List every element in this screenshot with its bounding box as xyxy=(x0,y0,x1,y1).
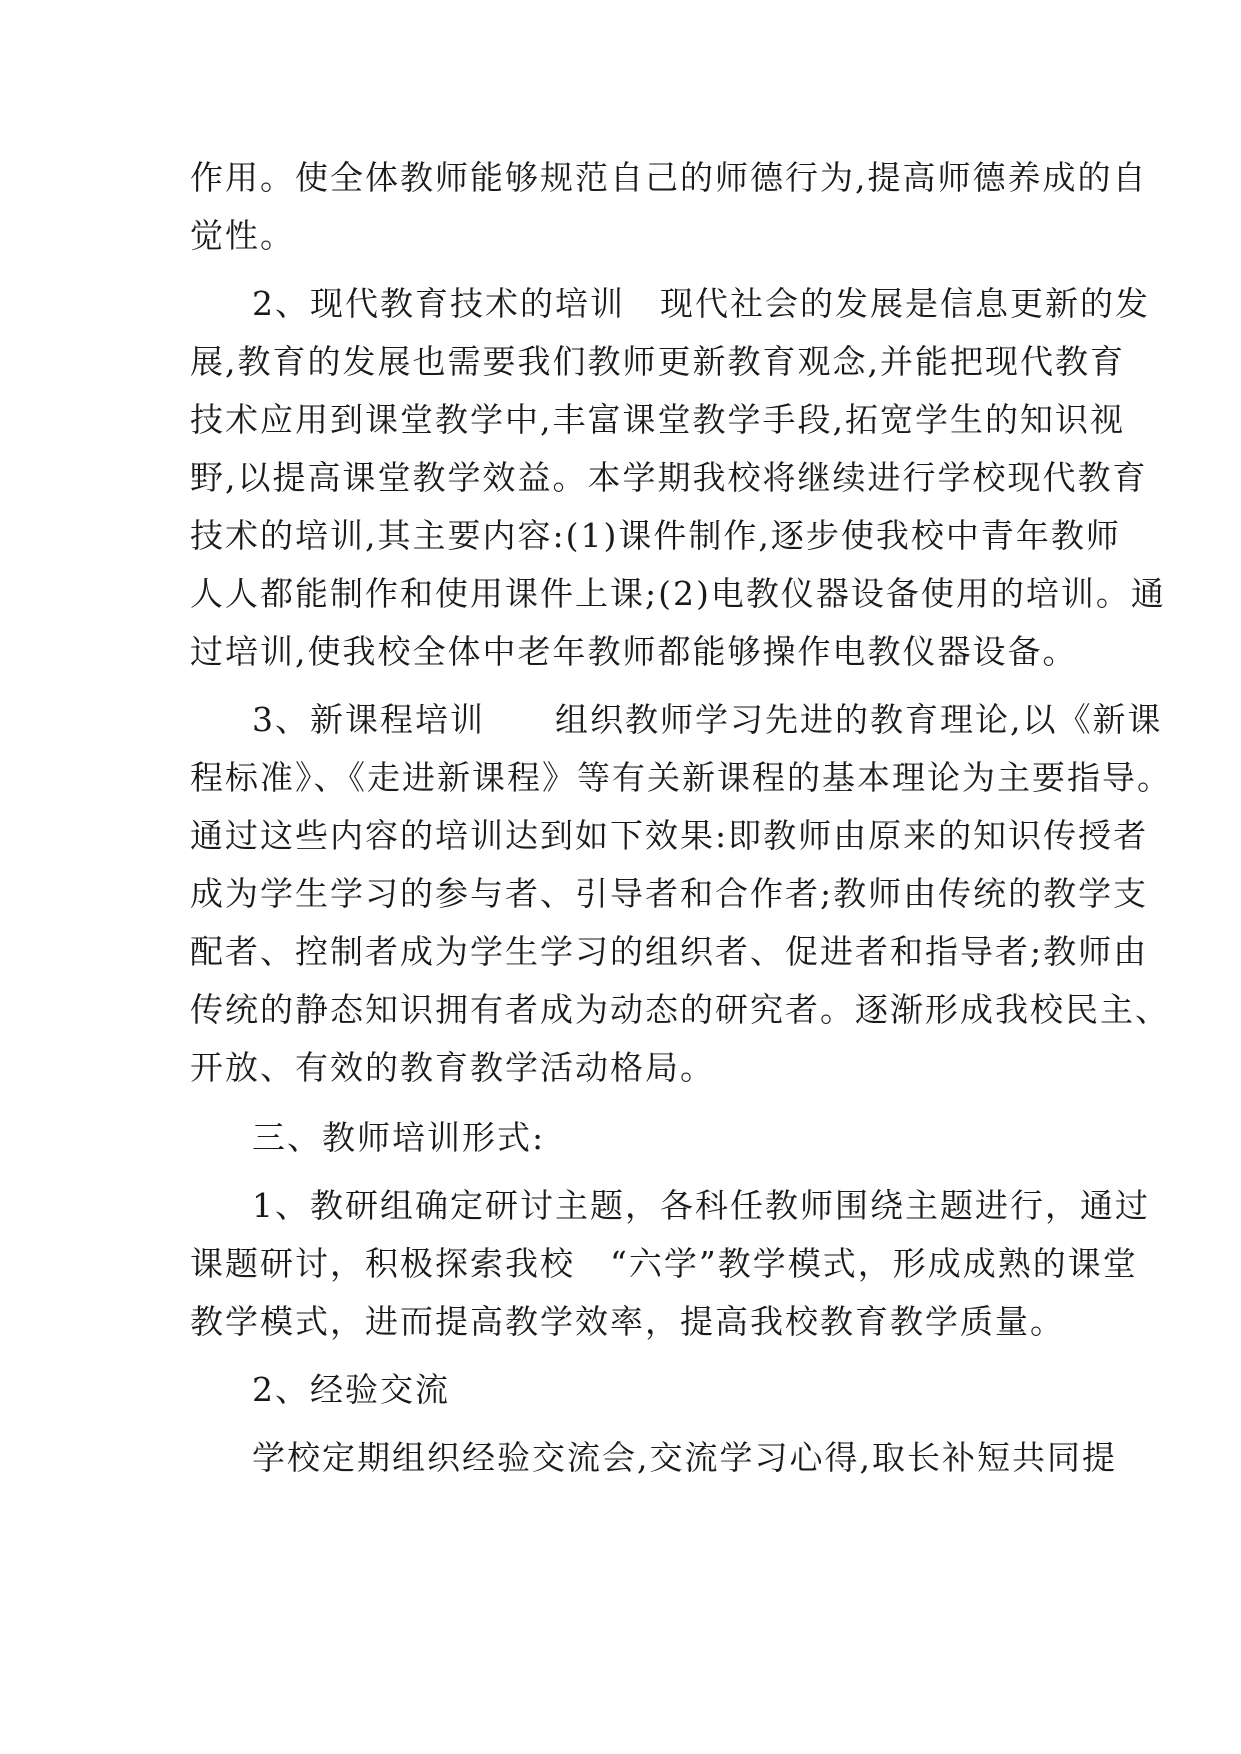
text-line: 技术应用到课堂教学中,丰富课堂教学手段,拓宽学生的知识视 xyxy=(190,400,1125,439)
text-line: 通过这些内容的培训达到如下效果:即教师由原来的知识传授者 xyxy=(190,816,1149,855)
text-line: 配者、控制者成为学生学习的组织者、促进者和指导者;教师由 xyxy=(190,932,1149,971)
text-line: 觉性。 xyxy=(190,216,295,255)
text-line: 课题研讨，积极探索我校 “六学”教学模式，形成成熟的课堂 xyxy=(190,1244,1138,1283)
text-line: 2、经验交流 xyxy=(252,1370,450,1409)
text-line: 过培训,使我校全体中老年教师都能够操作电教仪器设备。 xyxy=(190,632,1078,671)
text-line: 作用。使全体教师能够规范自己的师德行为,提高师德养成的自 xyxy=(190,158,1148,197)
text-line: 野,以提高课堂教学效益。本学期我校将继续进行学校现代教育 xyxy=(190,458,1148,497)
text-line: 技术的培训,其主要内容:(1)课件制作,逐步使我校中青年教师 xyxy=(190,516,1121,555)
text-line: 2、现代教育技术的培训 现代社会的发展是信息更新的发 xyxy=(252,284,1150,323)
text-line: 学校定期组织经验交流会,交流学习心得,取长补短共同提 xyxy=(252,1438,1117,1477)
text-line: 展,教育的发展也需要我们教师更新教育观念,并能把现代教育 xyxy=(190,342,1125,381)
text-line: 人人都能制作和使用课件上课;(2)电教仪器设备使用的培训。通 xyxy=(190,574,1166,613)
text-line: 成为学生学习的参与者、引导者和合作者;教师由传统的教学支 xyxy=(190,874,1149,913)
text-line: 1、教研组确定研讨主题，各科任教师围绕主题进行，通过 xyxy=(252,1186,1150,1225)
text-line: 教学模式，进而提高教学效率，提高我校教育教学质量。 xyxy=(190,1302,1065,1341)
text-line: 程标准》、《走进新课程》等有关新课程的基本理论为主要指导。 xyxy=(190,758,1172,797)
text-line: 3、新课程培训 组织教师学习先进的教育理论,以《新课 xyxy=(252,700,1163,739)
text-line: 传统的静态知识拥有者成为动态的研究者。逐渐形成我校民主、 xyxy=(190,990,1170,1029)
text-line: 开放、有效的教育教学活动格局。 xyxy=(190,1048,715,1087)
section-heading: 三、教师培训形式: xyxy=(252,1118,546,1157)
